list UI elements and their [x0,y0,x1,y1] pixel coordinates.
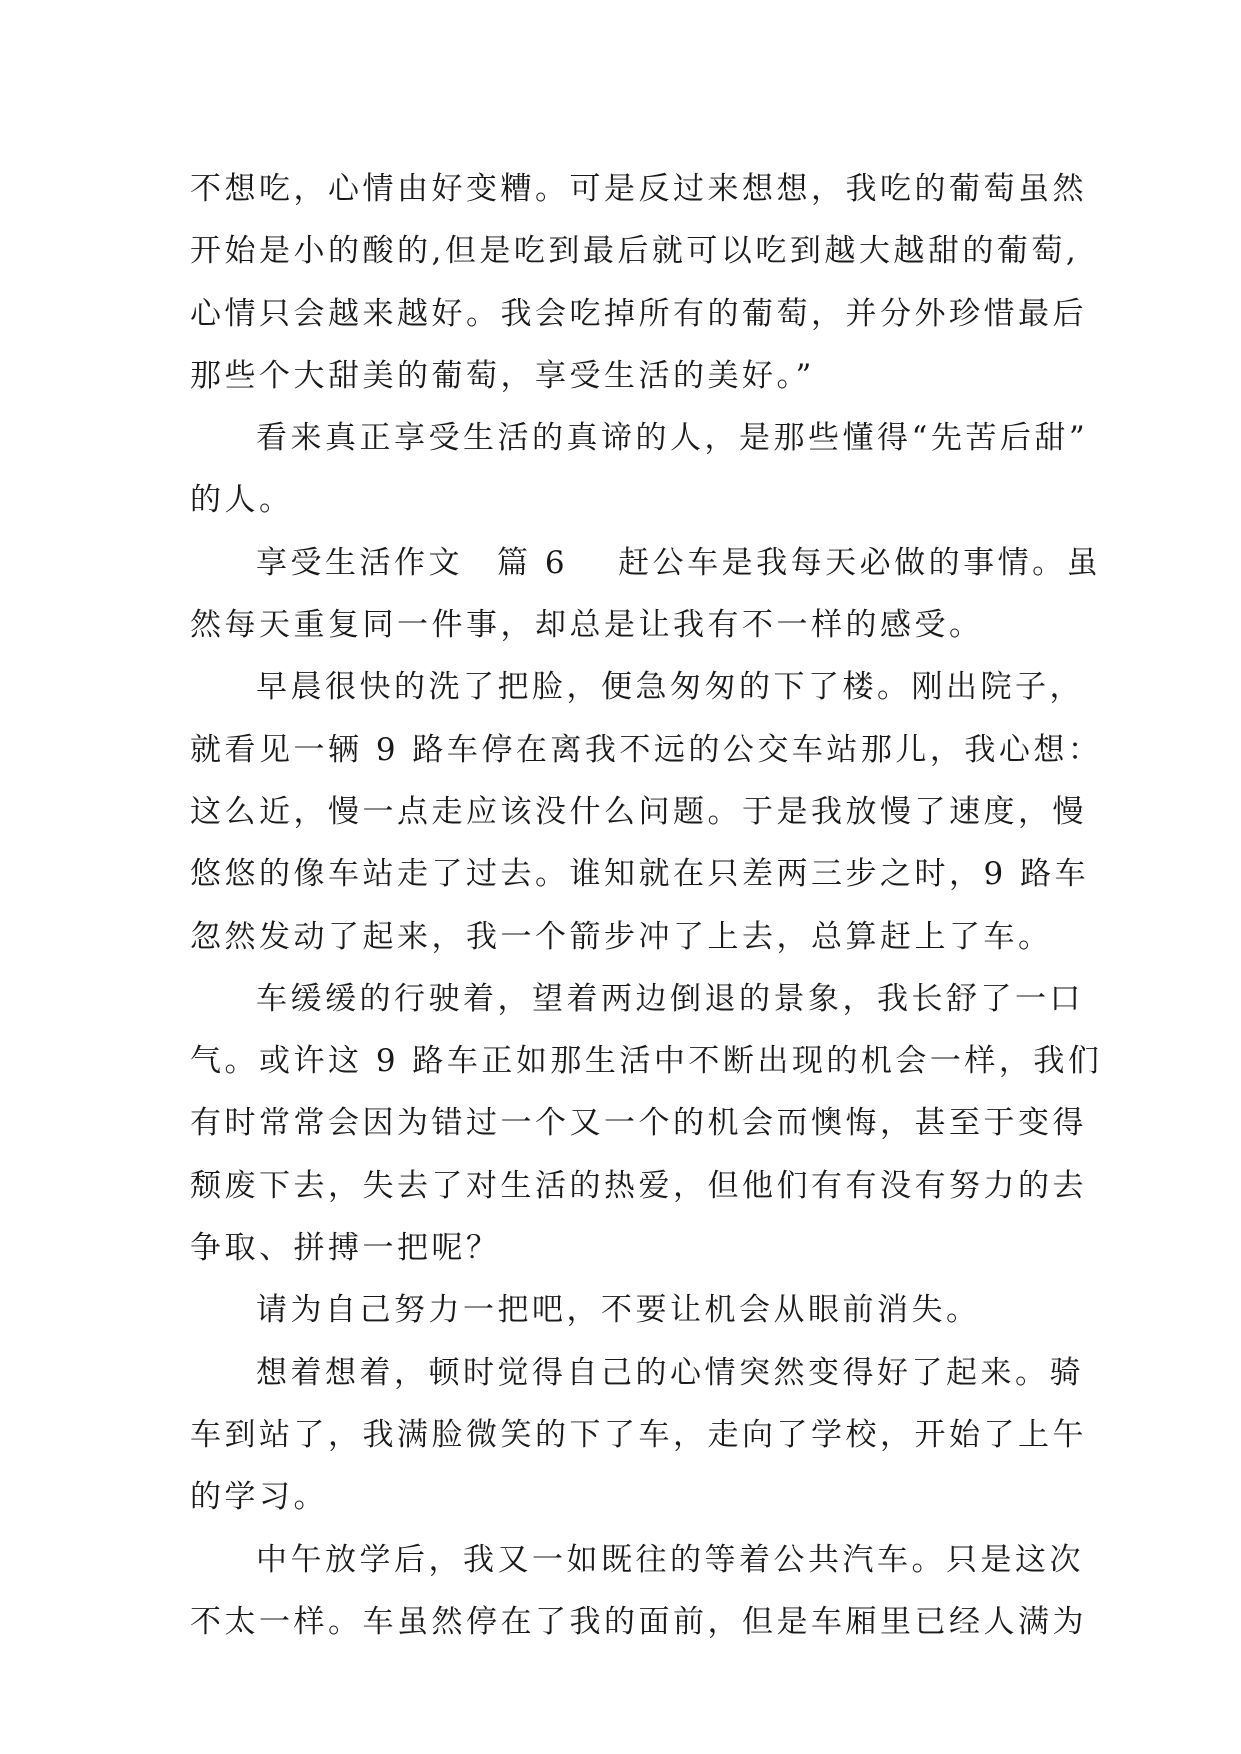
text-line: 心情只会越来越好。我会吃掉所有的葡萄，并分外珍惜最后 [190,295,1087,332]
text-line: 就看见一辆 9 路车停在离我不远的公交车站那儿，我心想： [190,731,1103,768]
text-line: 的人。 [190,482,294,519]
text-line: 想着想着，顿时觉得自己的心情突然变得好了起来。骑 [256,1354,1084,1391]
text-line: 车缓缓的行驶着，望着两边倒退的景象，我长舒了一口 [256,980,1084,1017]
text-line: 那些个大甜美的葡萄，享受生活的美好。” [190,357,815,394]
text-line: 中午放学后，我又一如既往的等着公共汽车。只是这次 [256,1541,1084,1578]
text-line: 不太一样。车虽然停在了我的面前，但是车厢里已经人满为 [190,1603,1087,1640]
text-line: 车到站了，我满脸微笑的下了车，走向了学校，开始了上午 [190,1416,1087,1453]
text-line: 看来真正享受生活的真谛的人，是那些懂得“先苦后甜” [256,420,1089,457]
text-line: 然每天重复同一件事，却总是让我有不一样的感受。 [190,607,984,644]
text-line: 气。或许这 9 路车正如那生活中不断出现的机会一样，我们 [190,1043,1103,1080]
text-line: 的学习。 [190,1479,328,1516]
section-title: 享受生活作文 [256,544,463,581]
document-body [190,158,1103,1653]
text-line: 早晨很快的洗了把脸，便急匆匆的下了楼。刚出院子， [256,669,1084,706]
section-number: 篇 6 [497,544,569,581]
text-line: 颓废下去，失去了对生活的热爱，但他们有有没有努力的去 [190,1167,1087,1204]
text-line: 忽然发动了起来，我一个箭步冲了上去，总算赶上了车。 [190,918,1053,955]
text-line: 争取、拼搏一把呢？ [190,1230,501,1267]
text-line: 请为自己努力一把吧，不要让机会从眼前消失。 [256,1292,981,1329]
text-line: 悠悠的像车站走了过去。谁知就在只差两三步之时，9 路车 [190,856,1090,893]
text-line: 这么近，慢一点走应该没什么问题。于是我放慢了速度，慢 [190,793,1087,830]
text-line: 有时常常会因为错过一个又一个的机会而懊悔，甚至于变得 [190,1105,1087,1142]
text-line: 不想吃，心情由好变糟。可是反过来想想，我吃的葡萄虽然 [190,171,1087,207]
section-heading-line [190,532,1102,594]
section-first-line: 赶公车是我每天必做的事情。虽 [618,544,1102,581]
text-line: 开始是小的酸的,但是吃到最后就可以吃到越大越甜的葡萄, [190,233,1080,270]
